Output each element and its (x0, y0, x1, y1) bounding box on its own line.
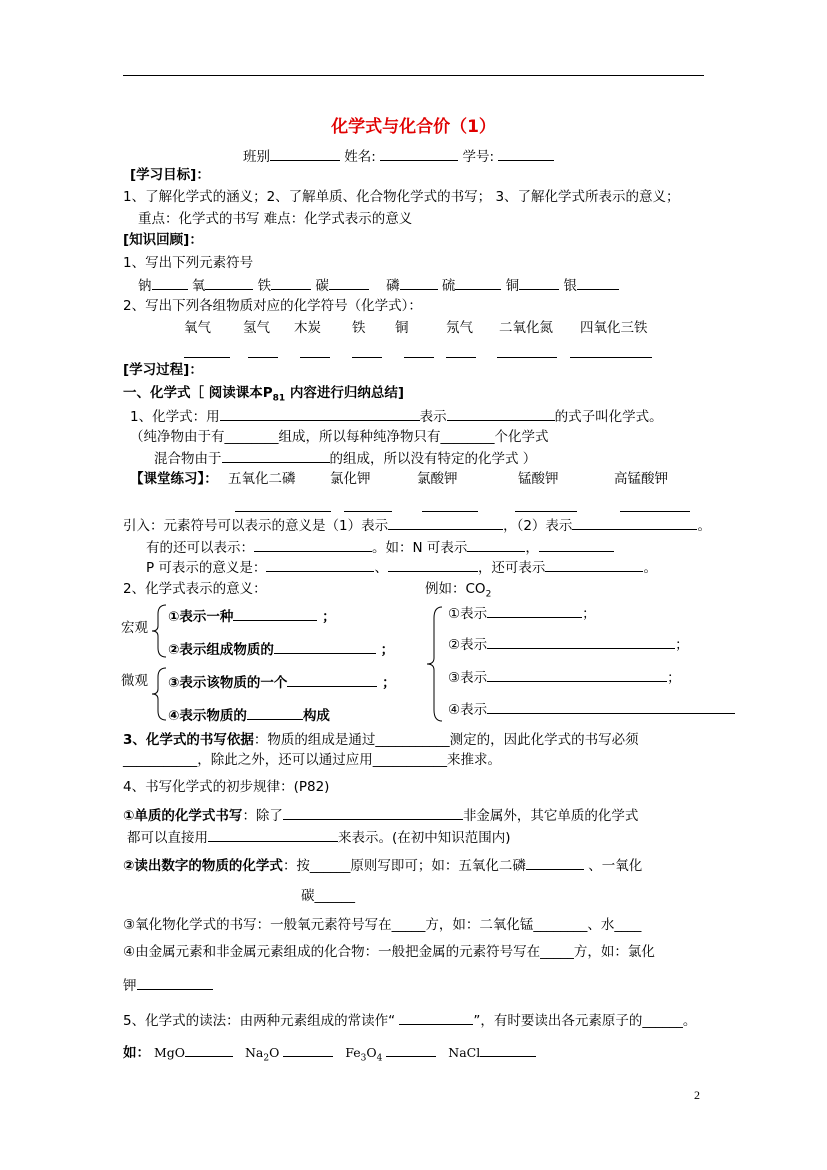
intro-text: 。 (697, 518, 711, 534)
intro-text: 引入：元素符号可以表示的意义是（1）表示 (123, 518, 389, 534)
formula: Fe (345, 1045, 361, 1060)
answer-blank[interactable] (446, 357, 476, 358)
page-number: 2 (694, 1088, 700, 1102)
formula: Na (244, 1045, 264, 1060)
meaning-heading: 2、化学式表示的意义： (123, 581, 267, 597)
reading-text: 5、化学式的读法：由两种元素组成的常读作“ (123, 1013, 400, 1029)
substance-5: 铜 (395, 320, 409, 336)
semicolon: ； (667, 670, 681, 686)
answer-blank[interactable] (271, 275, 311, 290)
co2-item-1 (448, 603, 596, 623)
answer-blank[interactable] (329, 275, 369, 290)
answer-blank[interactable] (283, 1042, 333, 1057)
rule-4-text: 钾 (123, 978, 137, 994)
reading-text: ”，有时要读出各元素原子的______。 (473, 1013, 697, 1029)
answer-blank[interactable] (388, 515, 503, 530)
rule-2-text: 、一氧化 (588, 858, 643, 874)
practice-item: 氯化钾 (330, 471, 371, 487)
element-name: 碳 (315, 278, 329, 294)
micro-item-4 (168, 705, 330, 725)
substance-3: 木炭 (294, 320, 321, 336)
rule-1-text: 来表示。(在初中知识范围内) (338, 830, 511, 846)
basis-title: 3、化学式的书写依据 (123, 732, 254, 748)
practice-item: 氯酸钾 (417, 471, 458, 487)
co2-text: ④表示 (448, 702, 488, 718)
also-text: 有的还可以表示： (146, 540, 254, 556)
also-line (146, 537, 614, 557)
answer-blank[interactable] (388, 557, 478, 572)
element-name: 氧 (191, 278, 206, 294)
co2-text: ②表示 (448, 637, 488, 653)
practice-item: 五氧化二磷 (228, 471, 296, 487)
answer-blank[interactable] (447, 406, 555, 421)
answer-blank[interactable] (352, 357, 382, 358)
answer-blank[interactable] (266, 557, 374, 572)
also-text: ， (525, 540, 539, 556)
answer-blank[interactable] (233, 606, 317, 621)
basis-line-2: ___________，除此之外，还可以通过应用___________来推求。 (123, 752, 501, 768)
rule-2-line (123, 855, 642, 875)
rule-2-line-2: 碳______ (301, 888, 355, 904)
answer-blank[interactable] (300, 357, 330, 358)
element-name: 钠 (138, 278, 152, 294)
definition-text: 1、化学式：用 (130, 409, 220, 425)
rules-heading: 4、书写化学式的初步规律：(P82) (123, 779, 330, 795)
formula: MgO (153, 1045, 186, 1060)
macro-item-2 (168, 639, 394, 659)
examples-line (123, 1042, 536, 1068)
substance-1: 氧气 (184, 320, 211, 336)
semicolon: ； (582, 606, 596, 622)
intro-text: ，（2）表示 (503, 518, 573, 534)
answer-blank[interactable] (572, 515, 697, 530)
answer-blank[interactable] (399, 1010, 473, 1025)
rule-1-text: 都可以直接用 (127, 830, 208, 846)
answer-blank[interactable] (487, 634, 675, 649)
p-text: P 可表示的意义是： (146, 560, 267, 576)
review-heading: [知识回顾]： (123, 232, 203, 248)
rule-2-text: ：按______原则写即可；如：五氧化二磷 (282, 858, 526, 874)
micro-text: ④表示物质的 (168, 708, 247, 724)
formula: O (366, 1045, 377, 1060)
co2-item-2 (448, 634, 689, 654)
section-1-title (123, 384, 404, 408)
answer-blank[interactable] (620, 511, 690, 512)
co2-item-4 (448, 699, 735, 719)
answer-blank[interactable] (519, 275, 559, 290)
name-label: 姓名: (344, 149, 376, 165)
class-label: 班别 (243, 149, 270, 165)
answer-blank[interactable] (152, 275, 188, 290)
co2-item-3 (448, 667, 681, 687)
definition-line (130, 406, 663, 426)
semicolon: ； (382, 675, 396, 691)
answer-blank[interactable] (577, 275, 619, 290)
answer-blank[interactable] (184, 357, 230, 358)
answer-blank[interactable] (208, 827, 338, 842)
semicolon: ； (380, 642, 395, 658)
practice-item: 锰酸钾 (518, 471, 559, 487)
answer-blank[interactable] (404, 357, 434, 358)
answer-blank[interactable] (220, 406, 420, 421)
basis-line-1 (123, 731, 639, 749)
reading-line (123, 1010, 696, 1030)
answer-blank[interactable] (400, 275, 438, 290)
macro-label: 宏观 (121, 620, 148, 636)
co2-text: ①表示 (448, 606, 488, 622)
semicolon: ； (322, 609, 336, 625)
answer-blank[interactable] (467, 537, 525, 552)
rule-1-line-2 (127, 827, 511, 847)
page-title: 化学式与化合价（1） (331, 117, 496, 137)
micro-text: ③表示该物质的一个 (168, 675, 288, 691)
section-1-text: 一、化学式［ 阅读课本P (123, 385, 273, 401)
definition-text: 的式子叫化学式。 (554, 409, 663, 425)
goals-line-1: 1、了解化学式的涵义；2、了解单质、化合物化学式的书写； 3、了解化学式所表示的意义； (123, 189, 680, 205)
co2-brace (424, 606, 446, 722)
substance-6: 氖气 (446, 320, 473, 336)
review-q2: 2、写出下列各组物质对应的化学符号（化学式）： (123, 298, 422, 314)
substance-2: 氢气 (243, 320, 270, 336)
p-text: 。 (643, 560, 657, 576)
p-text: 、 (374, 560, 388, 576)
rule-4-line: ④由金属元素和非金属元素组成的化合物：一般把金属的元素符号写在_____方，如：氯化 (123, 944, 655, 960)
answer-blank[interactable] (487, 699, 735, 714)
number-blank[interactable] (498, 146, 554, 161)
answer-blank[interactable] (235, 511, 331, 512)
review-q1: 1、写出下列元素符号 (123, 255, 254, 271)
answer-blank[interactable] (455, 275, 501, 290)
p-line (146, 557, 657, 577)
answer-blank[interactable] (545, 557, 643, 572)
answer-blank[interactable] (386, 1042, 436, 1057)
goals-heading: [学习目标]： (130, 167, 210, 183)
answer-blank[interactable] (274, 639, 376, 654)
answer-blank[interactable] (422, 511, 478, 512)
p-text: ，还可表示 (477, 560, 546, 576)
answer-blank[interactable] (497, 357, 557, 358)
class-blank[interactable] (270, 146, 340, 161)
mixture-text: 混合物由于 (154, 451, 222, 467)
element-name: 铜 (505, 278, 520, 294)
rule-1-title: ①单质的化学式书写 (123, 808, 243, 824)
macro-text: ①表示一种 (168, 609, 234, 625)
answer-blank[interactable] (287, 672, 377, 687)
answer-blank[interactable] (539, 537, 614, 552)
micro-label: 微观 (121, 673, 148, 689)
definition-text: 表示 (419, 409, 447, 425)
rule-2-title: ②读出数字的物质的化学式 (123, 858, 283, 874)
rule-3-line: ③氧化物化学式的书写：一般氧元素符号写在_____方，如：二氧化锰________、水____ (123, 917, 642, 933)
also-text: 。如：N 可表示 (372, 540, 468, 556)
mixture-line (154, 448, 536, 468)
element-name: 磷 (386, 278, 400, 294)
micro-text: 构成 (302, 708, 330, 724)
rule-1-text: ：除了 (242, 808, 283, 824)
name-blank[interactable] (380, 146, 458, 161)
macro-text: ②表示组成物质的 (168, 642, 274, 658)
examples-label: 如： (123, 1045, 150, 1061)
answer-blank[interactable] (487, 667, 667, 682)
substance-7: 二氧化氮 (499, 320, 553, 336)
element-name: 铁 (257, 278, 272, 294)
answer-blank[interactable] (344, 511, 392, 512)
example-text: 例如：CO (425, 581, 486, 597)
answer-blank[interactable] (526, 855, 584, 870)
intro-line (123, 515, 711, 535)
answer-blank[interactable] (283, 805, 463, 820)
header-rule (123, 75, 704, 76)
practice-item: 高锰酸钾 (614, 471, 668, 487)
macro-brace (150, 604, 170, 658)
section-1-sub: 81 (272, 393, 286, 404)
pure-substance-line: （纯净物由于有________组成，所以每种纯净物只有________个化学式 (130, 429, 549, 445)
practice-label: 【课堂练习】： (130, 471, 218, 487)
substance-4: 铁 (352, 320, 366, 336)
co2-text: ③表示 (448, 670, 488, 686)
element-name: 硫 (441, 278, 456, 294)
answer-blank[interactable] (222, 448, 330, 463)
formula-sub: 3 (360, 1053, 367, 1064)
formula: O (269, 1045, 280, 1060)
formula-sub: 4 (376, 1053, 383, 1064)
process-heading: [学习过程]： (123, 362, 203, 378)
element-row (138, 275, 619, 295)
section-1-rest: 内容进行归纳总结] (285, 385, 405, 401)
element-name: 银 (563, 278, 577, 294)
rule-1-line (123, 805, 638, 825)
mixture-text: 的组成，所以没有特定的化学式 ） (329, 451, 537, 467)
rule-4-line-2 (123, 975, 213, 995)
answer-blank[interactable] (247, 705, 303, 720)
answer-blank[interactable] (570, 357, 652, 358)
semicolon: ； (675, 637, 689, 653)
answer-blank[interactable] (487, 603, 582, 618)
substance-8: 四氧化三铁 (580, 320, 648, 336)
answer-blank[interactable] (205, 275, 253, 290)
macro-item-1 (168, 606, 336, 626)
class-info-line (243, 146, 554, 166)
answer-blank[interactable] (248, 357, 278, 358)
answer-blank[interactable] (137, 975, 213, 990)
micro-brace (150, 667, 170, 721)
example-sub: 2 (485, 589, 492, 600)
answer-blank[interactable] (480, 1042, 536, 1057)
formula: NaCl (448, 1045, 481, 1060)
micro-item-3 (168, 672, 396, 692)
answer-blank[interactable] (254, 537, 372, 552)
rule-1-text: 非金属外，其它单质的化学式 (462, 808, 639, 824)
formula-sub: 2 (263, 1053, 270, 1064)
basis-text: ：物质的组成是通过___________测定的，因此化学式的书写必须 (253, 732, 639, 748)
goals-line-2: 重点：化学式的书写 难点：化学式表示的意义 (138, 211, 413, 227)
example-co2 (425, 580, 491, 604)
answer-blank[interactable] (515, 511, 577, 512)
number-label: 学号: (462, 149, 495, 165)
answer-blank[interactable] (185, 1042, 233, 1057)
